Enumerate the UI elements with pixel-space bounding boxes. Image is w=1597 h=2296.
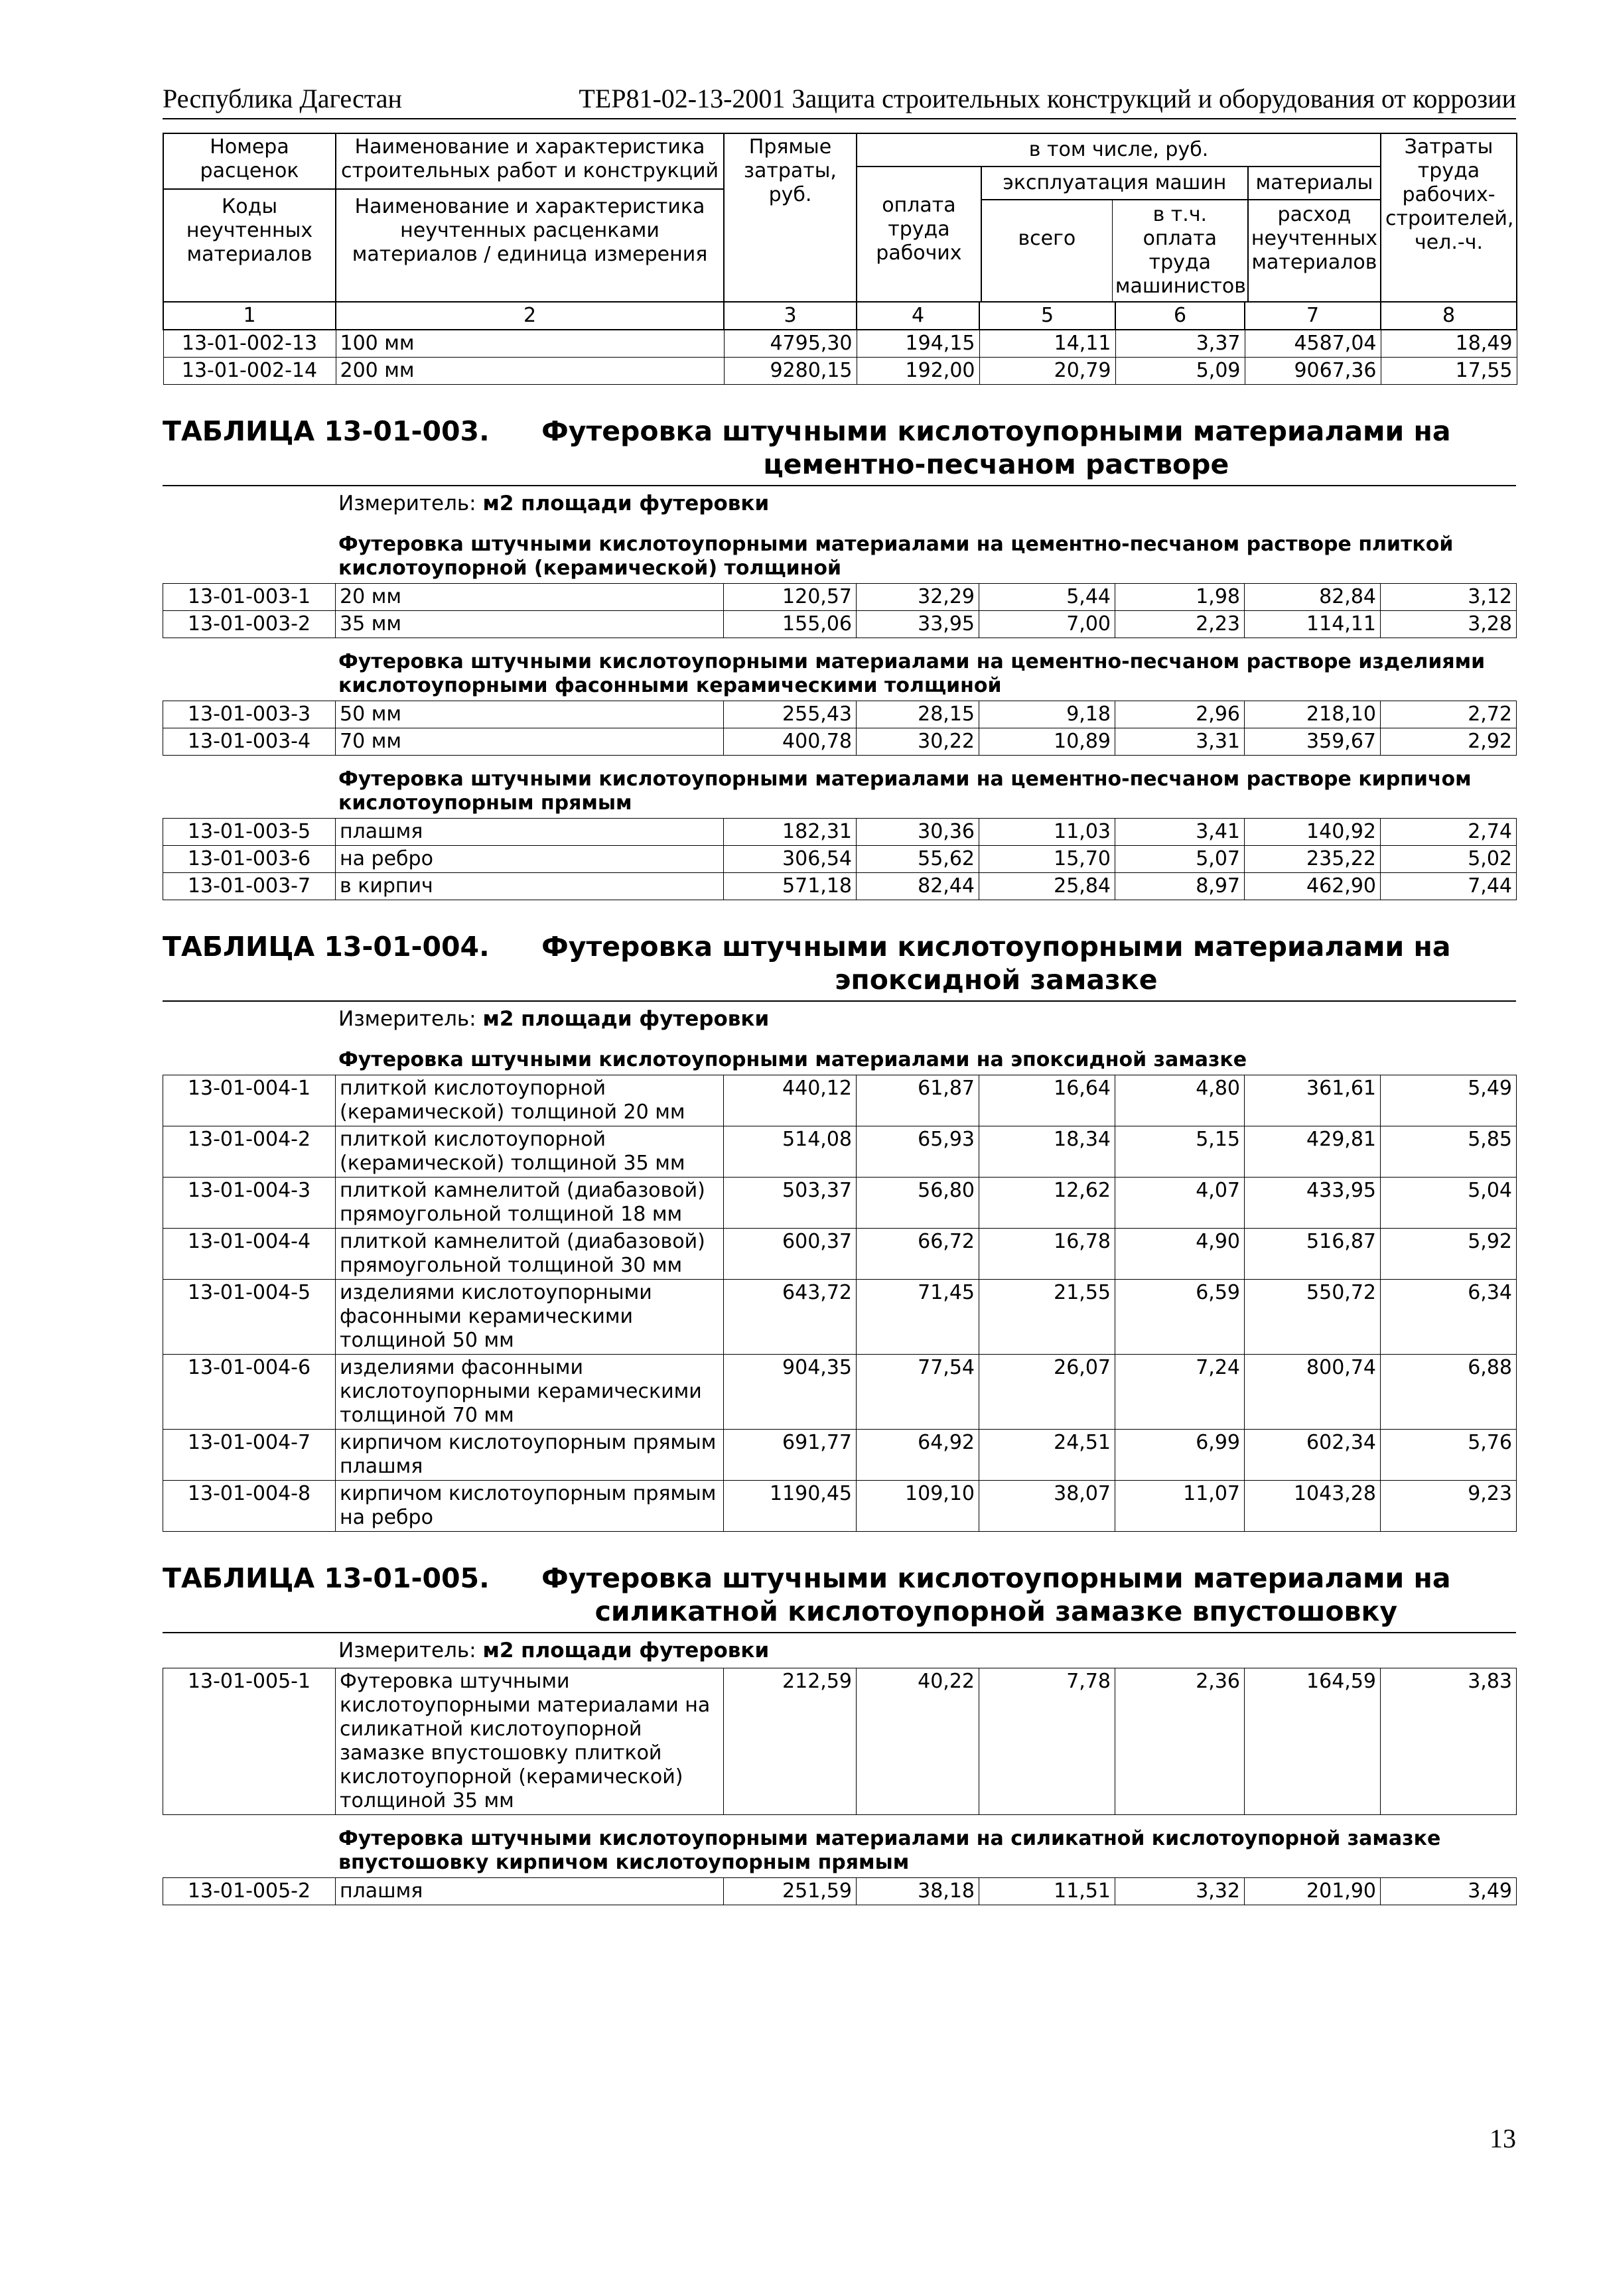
rate-code: 13-01-004-8 [163,1481,336,1532]
rate-value: 3,83 [1381,1668,1517,1815]
rate-value: 82,44 [857,873,979,900]
table-row [163,846,1517,873]
rate-value: 8,97 [1115,873,1245,900]
col5-label: всего [982,200,1113,301]
rate-value: 7,78 [979,1668,1115,1815]
rate-value: 306,54 [724,846,857,873]
rate-value: 30,22 [857,728,979,756]
rate-value: 516,87 [1245,1229,1381,1280]
rate-description: плиткой кислотоупорной (керамической) толщиной 35 мм [336,1126,724,1178]
table-row [163,873,1517,900]
rates-table [163,583,1517,638]
rate-code: 13-01-003-1 [163,584,336,611]
section-title [163,1562,1516,1628]
rate-value: 4795,30 [724,330,857,358]
rate-description: плашмя [336,1878,724,1905]
rate-code: 13-01-004-2 [163,1126,336,1178]
rate-value: 24,51 [979,1430,1115,1481]
rate-code: 13-01-004-6 [163,1355,336,1430]
rate-value: 4,80 [1115,1075,1245,1126]
meter-value: м2 площади футеровки [482,1639,770,1662]
rate-description: 50 мм [336,701,724,728]
rate-value: 5,49 [1381,1075,1517,1126]
rate-value: 12,62 [979,1178,1115,1229]
col6-label: в т.ч. оплата труда машинистов [1115,203,1246,298]
machines-label: эксплуатация машин [982,167,1247,200]
table-row [163,1126,1517,1178]
rate-code: 13-01-003-5 [163,819,336,846]
table-row [163,701,1517,728]
rate-value: 38,07 [979,1481,1115,1532]
rate-value: 26,07 [979,1355,1115,1430]
col-num: 5 [979,302,1115,330]
rate-code: 13-01-005-1 [163,1668,336,1815]
rate-value: 140,92 [1245,819,1381,846]
col7-label: расход неучтенных материалов [1251,203,1377,274]
measure-unit [338,1639,1516,1662]
rate-value: 4,90 [1115,1229,1245,1280]
rate-value: 400,78 [724,728,857,756]
rates-table [163,1075,1517,1532]
rate-value: 2,36 [1115,1668,1245,1815]
rates-table [163,1668,1517,1815]
rate-value: 21,55 [979,1280,1115,1355]
rate-description: плашмя [336,819,724,846]
rate-value: 3,49 [1381,1878,1517,1905]
rate-value: 77,54 [857,1355,979,1430]
col-header-codes [163,133,336,302]
rate-description: в кирпич [336,873,724,900]
table-row [163,1178,1517,1229]
rate-value: 5,92 [1381,1229,1517,1280]
col-header-labor: Затраты труда рабочих-строителей, чел.-ч. [1381,133,1517,302]
rate-value: 5,85 [1381,1126,1517,1178]
rate-value: 6,88 [1381,1355,1517,1430]
table-row [163,1355,1517,1430]
table-row [163,584,1517,611]
rate-description: 35 мм [336,611,724,638]
section-heading: Футеровка штучными кислотоупорными материалами на цементно-песчаном растворе [541,415,1451,480]
including-label: в том числе, руб. [857,134,1380,167]
rate-value: 5,76 [1381,1430,1517,1481]
rate-code: 13-01-003-7 [163,873,336,900]
table-row [163,1229,1517,1280]
rate-description: 70 мм [336,728,724,756]
meter-label: Измеритель: [338,492,476,515]
rate-value: 11,03 [979,819,1115,846]
rate-value: 9067,36 [1245,358,1381,385]
rate-value: 120,57 [724,584,857,611]
rate-code: 13-01-004-1 [163,1075,336,1126]
top-rows [163,330,1517,385]
rate-value: 10,89 [979,728,1115,756]
rate-value: 7,44 [1381,873,1517,900]
table-row [163,819,1517,846]
rates-table [163,818,1517,900]
rate-value: 201,90 [1245,1878,1381,1905]
group-title: Футеровка штучными кислотоупорными материалами на цементно-песчаном растворе плиткой кислотоупорной (керамической) толщиной [338,533,1454,580]
rate-value: 32,29 [857,584,979,611]
section-heading: Футеровка штучными кислотоупорными материалами на силикатной кислотоупорной замазке впустошовку [541,1562,1451,1627]
header-document-title: ТЕР81-02-13-2001 Защита строительных конструкций и оборудования от коррозии [579,84,1516,113]
rate-description: 100 мм [336,330,724,358]
rate-value: 1190,45 [724,1481,857,1532]
section-label: ТАБЛИЦА 13-01-003. [163,415,490,447]
rate-code: 13-01-002-13 [163,330,336,358]
rate-value: 514,08 [724,1126,857,1178]
rate-value: 4587,04 [1245,330,1381,358]
rate-value: 2,72 [1381,701,1517,728]
rate-code: 13-01-003-6 [163,846,336,873]
rate-value: 30,36 [857,819,979,846]
rate-description: плиткой камнелитой (диабазовой) прямоугольной толщиной 30 мм [336,1229,724,1280]
rate-value: 18,49 [1381,330,1517,358]
meter-label: Измеритель: [338,1007,476,1031]
rate-code: 13-01-003-4 [163,728,336,756]
measure-unit [338,492,1516,515]
col-num: 2 [336,302,724,330]
rate-value: 433,95 [1245,1178,1381,1229]
rate-description: плиткой кислотоупорной (керамической) толщиной 20 мм [336,1075,724,1126]
rate-code: 13-01-004-7 [163,1430,336,1481]
rates-table [163,1877,1517,1905]
section-heading: Футеровка штучными кислотоупорными материалами на эпоксидной замазке [541,931,1451,996]
rate-code: 13-01-005-2 [163,1878,336,1905]
rate-value: 18,34 [979,1126,1115,1178]
rate-value: 5,07 [1115,846,1245,873]
header-table [163,133,1517,385]
col2-top: Наименование и характеристика строительных работ и конструкций [341,135,719,182]
col1-bottom: Коды неучтенных материалов [164,188,335,267]
rate-description: кирпичом кислотоупорным прямым плашмя [336,1430,724,1481]
rate-value: 212,59 [724,1668,857,1815]
page-header [163,66,1516,119]
rate-value: 800,74 [1245,1355,1381,1430]
materials-label: материалы [1249,167,1380,200]
rate-value: 2,74 [1381,819,1517,846]
rate-description: изделиями фасонными кислотоупорными керамическими толщиной 70 мм [336,1355,724,1430]
rate-value: 25,84 [979,873,1115,900]
rate-value: 440,12 [724,1075,857,1126]
rate-value: 602,34 [1245,1430,1381,1481]
rate-value: 9,23 [1381,1481,1517,1532]
table-row [163,1481,1517,1532]
rate-value: 33,95 [857,611,979,638]
rate-value: 17,55 [1381,358,1517,385]
rate-value: 3,28 [1381,611,1517,638]
rate-value: 462,90 [1245,873,1381,900]
rate-value: 571,18 [724,873,857,900]
col-header-direct-costs: Прямые затраты, руб. [724,133,857,302]
rate-value: 20,79 [979,358,1115,385]
section-label: ТАБЛИЦА 13-01-004. [163,931,490,963]
rate-description: изделиями кислотоупорными фасонными керамическими толщиной 50 мм [336,1280,724,1355]
table-row [163,611,1517,638]
rate-value: 61,87 [857,1075,979,1126]
rate-value: 1,98 [1115,584,1245,611]
rate-value: 65,93 [857,1126,979,1178]
table-row [163,1430,1517,1481]
rate-value: 5,15 [1115,1126,1245,1178]
table-row [163,1878,1517,1905]
col1-top: Номера расценок [200,135,299,182]
rate-value: 3,12 [1381,584,1517,611]
table-row [163,358,1517,385]
rate-value: 16,78 [979,1229,1115,1280]
rate-value: 359,67 [1245,728,1381,756]
rate-value: 691,77 [724,1430,857,1481]
col4-label: оплата труда рабочих [857,167,982,301]
table-row [163,1668,1517,1815]
rate-value: 251,59 [724,1878,857,1905]
rate-value: 56,80 [857,1178,979,1229]
rate-description: 200 мм [336,358,724,385]
header-region: Республика Дагестан [163,84,402,113]
rate-value: 14,11 [979,330,1115,358]
table-row [163,728,1517,756]
rate-value: 82,84 [1245,584,1381,611]
rate-value: 5,04 [1381,1178,1517,1229]
column-numbers-row [163,302,1517,330]
rate-value: 2,96 [1115,701,1245,728]
rate-value: 194,15 [857,330,979,358]
rate-value: 429,81 [1245,1126,1381,1178]
rate-value: 550,72 [1245,1280,1381,1355]
rate-value: 904,35 [724,1355,857,1430]
meter-value: м2 площади футеровки [482,492,770,515]
rate-value: 114,11 [1245,611,1381,638]
col-num: 7 [1245,302,1381,330]
rate-value: 361,61 [1245,1075,1381,1126]
rate-code: 13-01-002-14 [163,358,336,385]
page-number: 13 [1490,2124,1516,2153]
rate-value: 182,31 [724,819,857,846]
rate-value: 5,02 [1381,846,1517,873]
rate-value: 2,92 [1381,728,1517,756]
rate-value: 2,23 [1115,611,1245,638]
col-num: 4 [857,302,979,330]
rate-value: 3,37 [1115,330,1245,358]
rate-value: 9,18 [979,701,1115,728]
rate-value: 1043,28 [1245,1481,1381,1532]
rate-code: 13-01-004-5 [163,1280,336,1355]
rate-value: 643,72 [724,1280,857,1355]
rate-description: кирпичом кислотоупорным прямым на ребро [336,1481,724,1532]
col-header-name [336,133,724,302]
rate-code: 13-01-003-3 [163,701,336,728]
rates-table [163,701,1517,756]
sections [163,415,1516,1905]
rate-value: 235,22 [1245,846,1381,873]
col-header-including [857,133,1381,302]
meter-value: м2 площади футеровки [482,1007,770,1031]
rate-value: 6,34 [1381,1280,1517,1355]
rate-value: 6,99 [1115,1430,1245,1481]
rate-value: 600,37 [724,1229,857,1280]
rate-value: 192,00 [857,358,979,385]
rate-value: 7,24 [1115,1355,1245,1430]
rate-code: 13-01-004-3 [163,1178,336,1229]
rate-value: 16,64 [979,1075,1115,1126]
page-content [163,133,1516,1905]
rate-value: 503,37 [724,1178,857,1229]
measure-unit [338,1007,1516,1031]
section-title [163,415,1516,481]
rate-value: 155,06 [724,611,857,638]
col-num: 1 [163,302,336,330]
rate-value: 11,51 [979,1878,1115,1905]
rate-value: 9280,15 [724,358,857,385]
table-row [163,330,1517,358]
rate-value: 164,59 [1245,1668,1381,1815]
rate-value: 28,15 [857,701,979,728]
rate-value: 64,92 [857,1430,979,1481]
rate-description: Футеровка штучными кислотоупорными материалами на силикатной кислотоупорной замазке впустошовку плиткой кислотоупорной (керамической) толщиной 35 мм [336,1668,724,1815]
rate-value: 4,07 [1115,1178,1245,1229]
group-title: Футеровка штучными кислотоупорными материалами на цементно-песчаном растворе кирпичом кислотоупорным прямым [338,768,1472,815]
rate-code: 13-01-003-2 [163,611,336,638]
rate-value: 55,62 [857,846,979,873]
group-title: Футеровка штучными кислотоупорными материалами на силикатной кислотоупорной замазке впустошовку кирпичом кислотоупорным прямым [338,1827,1441,1874]
meter-label: Измеритель: [338,1639,476,1662]
rate-value: 11,07 [1115,1481,1245,1532]
rate-value: 7,00 [979,611,1115,638]
section-title [163,930,1516,996]
rate-value: 3,31 [1115,728,1245,756]
rate-code: 13-01-004-4 [163,1229,336,1280]
rate-value: 218,10 [1245,701,1381,728]
rate-value: 38,18 [857,1878,979,1905]
rate-value: 71,45 [857,1280,979,1355]
table-row [163,1280,1517,1355]
rate-value: 40,22 [857,1668,979,1815]
rate-value: 66,72 [857,1229,979,1280]
rate-value: 5,44 [979,584,1115,611]
group-title: Футеровка штучными кислотоупорными материалами на цементно-песчаном растворе изделиями кислотоупорными фасонными керамическими толщиной [338,650,1486,697]
col-num: 3 [724,302,857,330]
rate-value: 6,59 [1115,1280,1245,1355]
rate-value: 15,70 [979,846,1115,873]
rate-value: 255,43 [724,701,857,728]
rate-value: 3,32 [1115,1878,1245,1905]
rate-description: плиткой камнелитой (диабазовой) прямоугольной толщиной 18 мм [336,1178,724,1229]
rate-value: 109,10 [857,1481,979,1532]
col-num: 6 [1115,302,1245,330]
rate-description: 20 мм [336,584,724,611]
table-row [163,1075,1517,1126]
group-title: Футеровка штучными кислотоупорными материалами на эпоксидной замазке [338,1048,1247,1071]
col2-bottom: Наименование и характеристика неучтенных расценками материалов / единица измерения [336,188,723,267]
rate-value: 5,09 [1115,358,1245,385]
rate-description: на ребро [336,846,724,873]
rate-value: 3,41 [1115,819,1245,846]
col-num: 8 [1381,302,1517,330]
section-label: ТАБЛИЦА 13-01-005. [163,1562,490,1594]
